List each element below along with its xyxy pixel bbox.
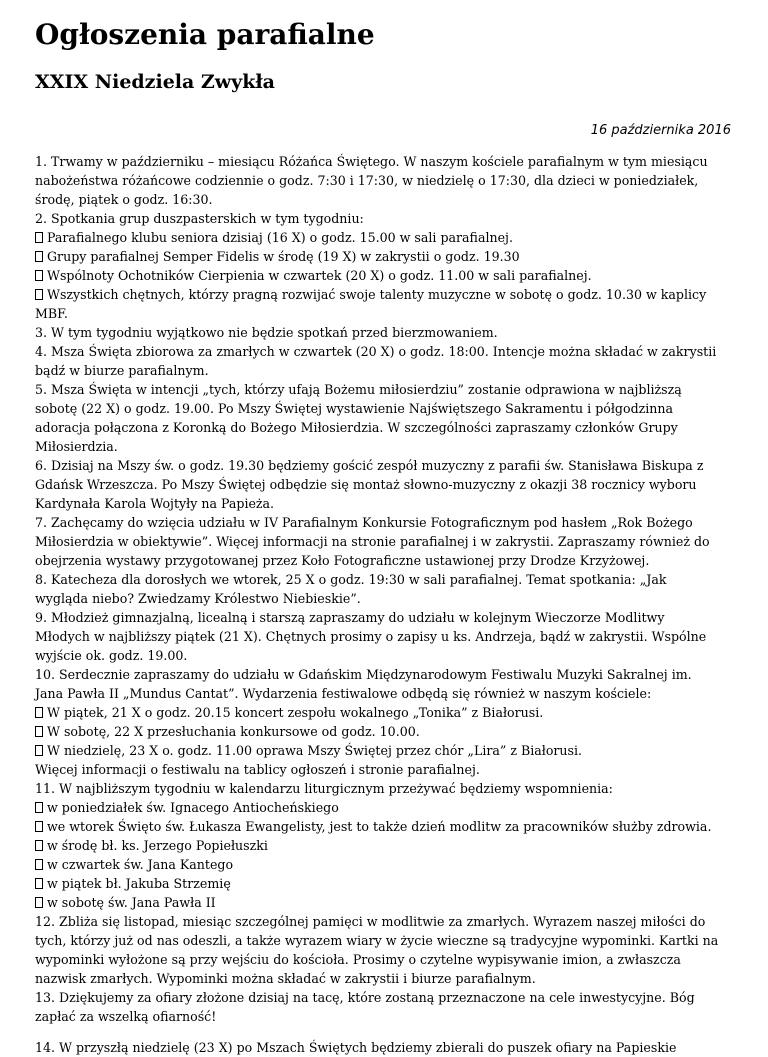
text-line: 1. Trwamy w październiku – miesiącu Różańca Świętego. W naszym kościele parafialnym w tym miesiącu (35, 154, 708, 169)
bullet-box-icon (35, 745, 43, 756)
bullet-line: Parafialnego klubu seniora dzisiaj (16 X) o godz. 15.00 w sali parafialnej. (35, 228, 735, 247)
text-line: Kardynała Karola Wojtyły na Papieża. (35, 496, 275, 511)
bullet-line: Wszystkich chętnych, którzy pragną rozwijać swoje talenty muzyczne w sobotę o godz. 10.30 w kaplicy (35, 285, 735, 304)
bullet-line: W niedzielę, 23 X o. godz. 11.00 oprawa Mszy Świętej przez chór „Lira” z Białorusi. (35, 741, 735, 760)
text-line: Miłosierdzia. (35, 439, 118, 454)
paragraph-gap (35, 1026, 735, 1038)
text-line: 12. Zbliża się listopad, miesiąc szczególnej pamięci w modlitwie za zmarłych. Wyrazem naszej miłości do (35, 914, 706, 929)
announcements-body (35, 152, 735, 1057)
text-line: MBF. (35, 306, 68, 321)
text-line: 6. Dzisiaj na Mszy św. o godz. 19.30 będziemy gościć zespół muzyczny z parafii św. Stanisława Biskupa z (35, 458, 704, 473)
text-line: 7. Zachęcamy do wzięcia udziału w IV Parafialnym Konkursie Fotograficznym pod hasłem „Rok Bożego (35, 515, 693, 530)
text-line: adoracja połączona z Koronką do Bożego Miłosierdzia. W szczególności zapraszamy członków Grupy (35, 420, 678, 435)
bullet-line: we wtorek Święto św. Łukasza Ewangelisty, jest to także dzień modlitw za pracowników służby zdrowia. (35, 817, 735, 836)
bullet-box-icon (35, 707, 43, 718)
text-line: 2. Spotkania grup duszpasterskich w tym tygodniu: (35, 211, 364, 226)
bullet-box-icon (35, 232, 43, 243)
bullet-line: w sobotę św. Jana Pawła II (35, 893, 735, 912)
text-line: Miłosierdzia w obiektywie”. Więcej informacji na stronie parafialnej i w zakrystii. Zapraszamy również do (35, 534, 710, 549)
text-line: Młodych w najbliższy piątek (21 X). Chętnych prosimy o zapisy u ks. Andrzeja, bądź w zakrystii. Wspólne (35, 629, 707, 644)
text-line: 3. W tym tygodniu wyjątkowo nie będzie spotkań przed bierzmowaniem. (35, 325, 498, 340)
bullet-box-icon (35, 859, 43, 870)
text-line: tych, którzy już od nas odeszli, a także wyrazem wiary w życie wieczne są tradycyjne wypominki. Kartki na (35, 933, 719, 948)
text-line: sobotę (22 X) o godz. 19.00. Po Mszy Świętej wystawienie Najświętszego Sakramentu i półgodzinna (35, 401, 674, 416)
bullet-box-icon (35, 878, 43, 889)
bullet-line: Grupy parafialnej Semper Fidelis w środę (19 X) w zakrystii o godz. 19.30 (35, 247, 735, 266)
bullet-box-icon (35, 897, 43, 908)
bullet-line: W sobotę, 22 X przesłuchania konkursowe od godz. 10.00. (35, 722, 735, 741)
text-line: Więcej informacji o festiwalu na tablicy ogłoszeń i stronie parafialnej. (35, 762, 480, 777)
bullet-box-icon (35, 289, 43, 300)
bullet-line: Wspólnoty Ochotników Cierpienia w czwartek (20 X) o godz. 11.00 w sali parafialnej. (35, 266, 735, 285)
text-line: zapłać za wszelką ofiarność! (35, 1009, 217, 1024)
text-line: Gdańsk Wrzeszcza. Po Mszy Świętej odbędzie się montaż słowno-muzyczny z okazji 38 rocznicy wyboru (35, 477, 697, 492)
page-subtitle: XXIX Niedziela Zwykła (35, 71, 275, 93)
text-line: wygląda niebo? Zwiedzamy Królestwo Niebieskie”. (35, 591, 361, 606)
bullet-box-icon (35, 726, 43, 737)
bullet-box-icon (35, 840, 43, 851)
bullet-box-icon (35, 251, 43, 262)
page-title: Ogłoszenia parafialne (35, 18, 375, 51)
text-line: 11. W najbliższym tygodniu w kalendarzu liturgicznym przeżywać będziemy wspomnienia: (35, 781, 613, 796)
text-line: 5. Msza Święta w intencji „tych, którzy ufają Bożemu miłosierdziu” zostanie odprawiona w najbliższą (35, 382, 682, 397)
text-line: 13. Dziękujemy za ofiary złożone dzisiaj na tacę, które zostaną przeznaczone na cele inwestycyjne. Bóg (35, 990, 695, 1005)
text-line: Jana Pawła II „Mundus Cantat”. Wydarzenia festiwalowe odbędą się również w naszym kościele: (35, 686, 652, 701)
text-line: nazwisk zmarłych. Wypominki można składać w zakrystii i biurze parafialnym. (35, 971, 536, 986)
text-line: obejrzenia wystawy przygotowanej przez Koło Fotograficzne ustawionej przy Drodze Krzyżowej. (35, 553, 650, 568)
text-line: wypominki wyłożone są przy wejściu do kościoła. Prosimy o czytelne wypisywanie imion, a zwłaszcza (35, 952, 681, 967)
bullet-box-icon (35, 270, 43, 281)
text-line: 8. Katecheza dla dorosłych we wtorek, 25 X o godz. 19:30 w sali parafialnej. Temat spotkania: „Jak (35, 572, 667, 587)
text-line: 10. Serdecznie zapraszamy do udziału w Gdańskim Międzynarodowym Festiwalu Muzyki Sakralnej im. (35, 667, 692, 682)
text-line: bądź w biurze parafialnym. (35, 363, 209, 378)
text-line: wyjście ok. godz. 19.00. (35, 648, 188, 663)
announcement-date: 16 października 2016 (590, 123, 731, 138)
text-line: 4. Msza Święta zbiorowa za zmarłych w czwartek (20 X) o godz. 18:00. Intencje można składać w zakrystii (35, 344, 717, 359)
bullet-box-icon (35, 802, 43, 813)
bullet-line: W piątek, 21 X o godz. 20.15 koncert zespołu wokalnego „Tonika” z Białorusi. (35, 703, 735, 722)
bullet-line: w poniedziałek św. Ignacego Antiocheńskiego (35, 798, 735, 817)
text-line: środę, piątek o godz. 16:30. (35, 192, 213, 207)
text-line: 9. Młodzież gimnazjalną, licealną i starszą zapraszamy do udziału w kolejnym Wieczorze Modlitwy (35, 610, 665, 625)
text-line: nabożeństwa różańcowe codziennie o godz. 7:30 i 17:30, w niedzielę o 17:30, dla dzieci w poniedziałek, (35, 173, 699, 188)
bullet-box-icon (35, 821, 43, 832)
text-line: 14. W przyszłą niedzielę (23 X) po Mszach Świętych będziemy zbierali do puszek ofiary na Papieskie (35, 1040, 677, 1055)
bullet-line: w środę bł. ks. Jerzego Popiełuszki (35, 836, 735, 855)
bullet-line: w czwartek św. Jana Kantego (35, 855, 735, 874)
bullet-line: w piątek bł. Jakuba Strzemię (35, 874, 735, 893)
